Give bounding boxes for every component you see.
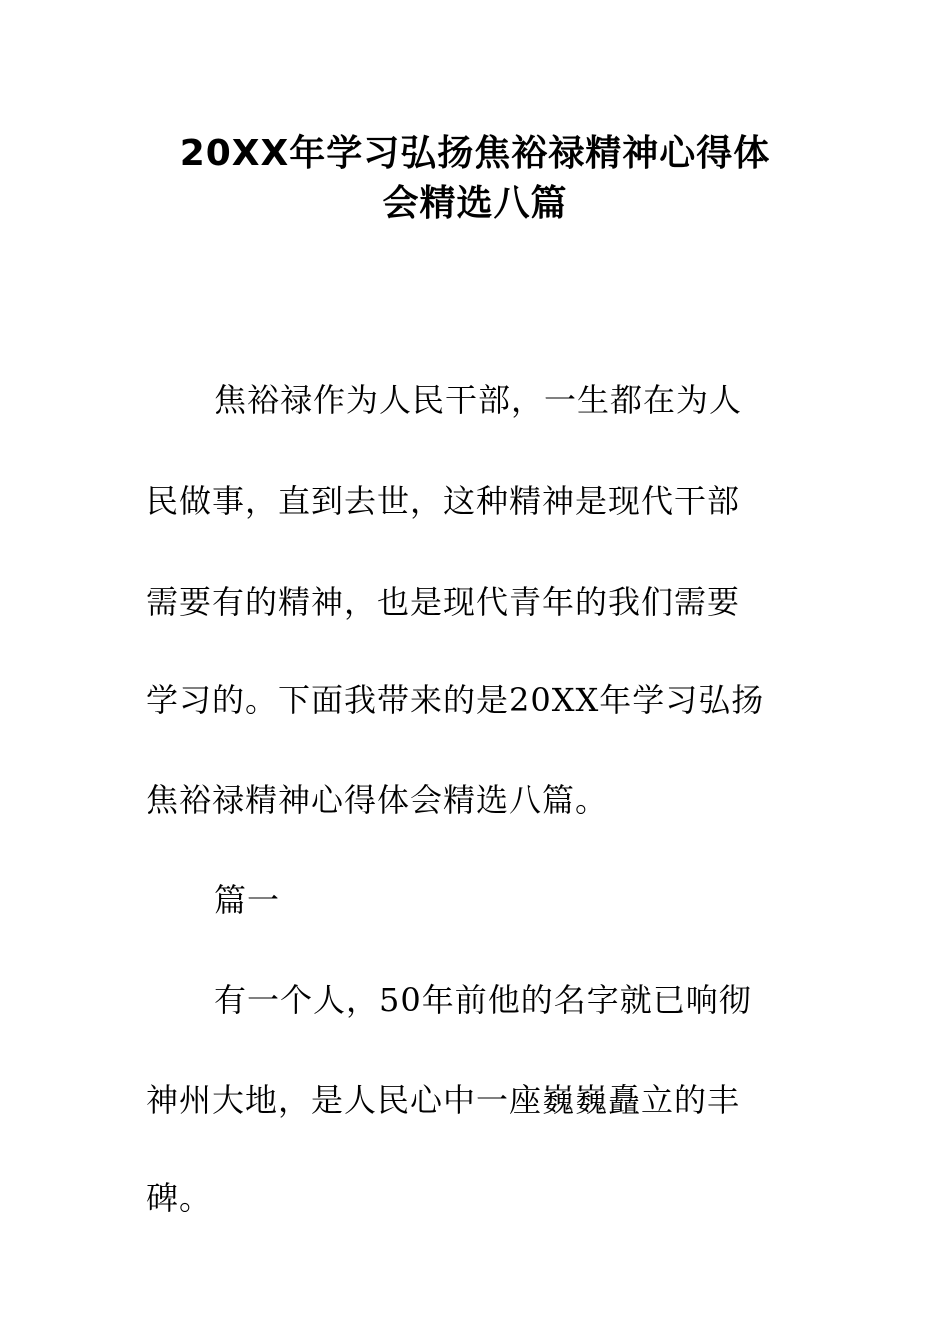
- document-title-line-1: 20XX年学习弘扬焦裕禄精神心得体: [179, 133, 771, 174]
- section-heading: 篇一: [214, 881, 281, 919]
- section-line-3: 碑。: [146, 1179, 213, 1217]
- document-title-line-2: 会精选八篇: [382, 183, 568, 224]
- intro-line-4: 学习的。下面我带来的是20XX年学习弘扬: [146, 681, 765, 719]
- section-line-2: 神州大地，是人民心中一座巍巍矗立的丰: [146, 1081, 741, 1119]
- intro-line-2: 民做事，直到去世，这种精神是现代干部: [146, 482, 741, 520]
- section-line-1: 有一个人，50年前他的名字就已响彻: [214, 981, 752, 1019]
- intro-line-5: 焦裕禄精神心得体会精选八篇。: [146, 781, 609, 819]
- intro-line-3: 需要有的精神，也是现代青年的我们需要: [146, 583, 741, 621]
- intro-line-1: 焦裕禄作为人民干部，一生都在为人: [214, 381, 743, 419]
